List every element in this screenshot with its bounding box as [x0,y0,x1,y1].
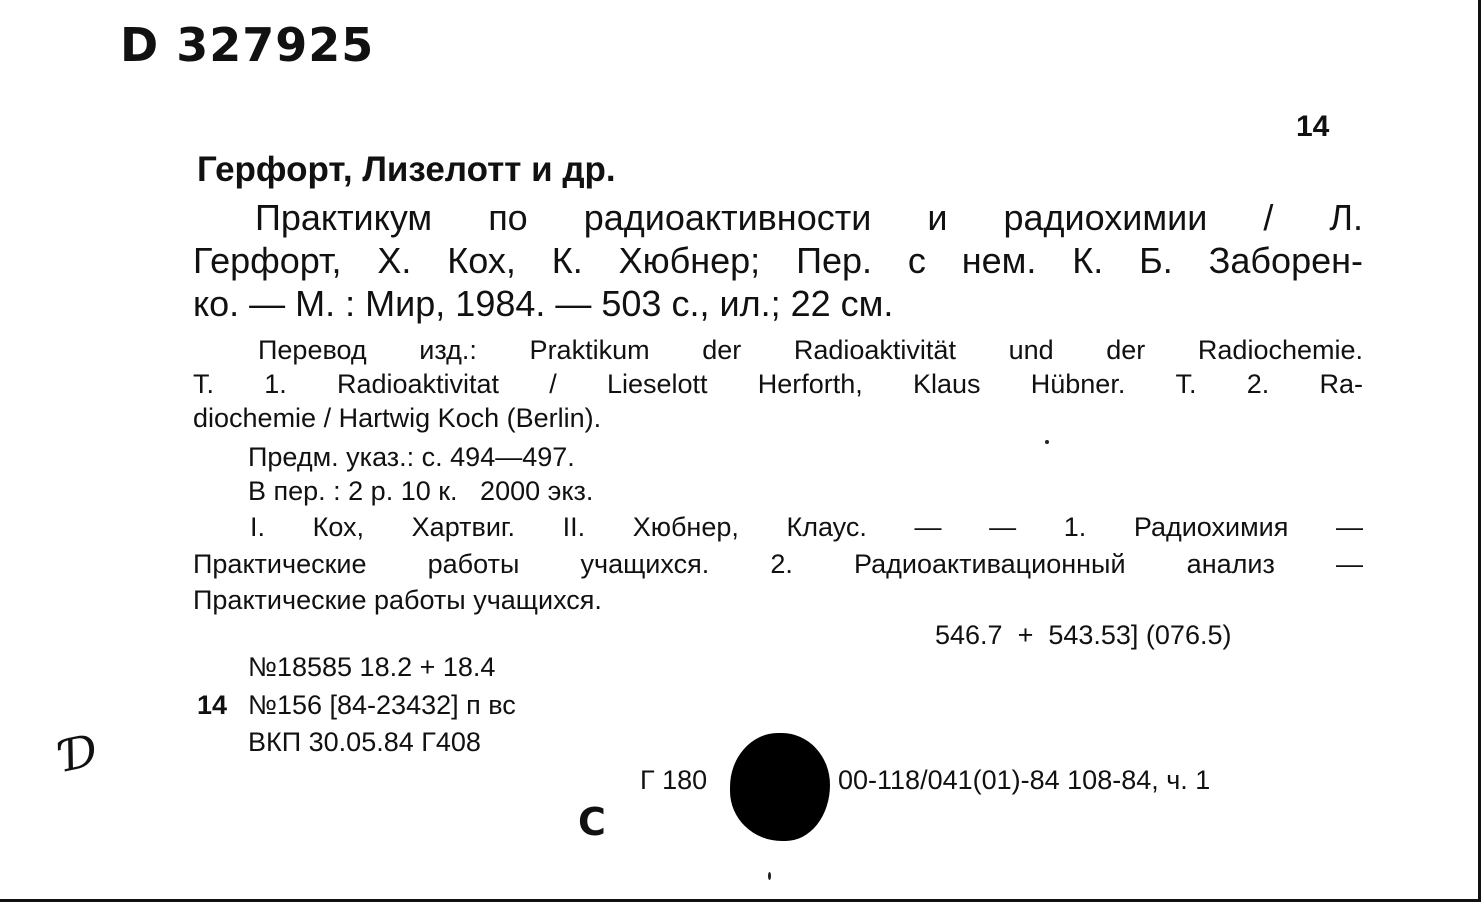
title-line-3: ко. — М. : Мир, 1984. — 503 с., ил.; 22 см. [193,283,894,324]
ink-blot [730,733,830,841]
translation-line-3: diochemie / Hartwig Koch (Berlin). [193,403,602,433]
registration-line-2: №156 [84-23432] п вс [248,690,516,720]
headings-line-1: I. Кох, Хартвиг. II. Хюбнер, Клаус. — — 1. Радиохимия — [250,512,1363,542]
title-line-2: Герфорт, Х. Кох, К. Хюбнер; Пер. с нем. К. Б. Заборен- [193,240,1363,281]
registration-prefix: 14 [197,690,228,720]
title-line-1: Практикум по радиоактивности и радиохимии / Л. [255,197,1363,238]
price-line: В пер. : 2 р. 10 к. 2000 экз. [248,476,594,506]
subject-index: Предм. указ.: с. 494—497. [248,442,575,472]
registration-line-1: №18585 18.2 + 18.4 [248,652,496,682]
index-left: Г 180 [640,765,708,795]
handwritten-mark: Ɗ [57,724,103,783]
registration-line-3: ВКП 30.05.84 Г408 [248,727,481,757]
translation-line-2: Т. 1. Radioaktivitat / Lieselott Herforth, Klaus Hübner. Т. 2. Ra- [193,369,1363,399]
call-number-stamp: D 327925 [120,18,375,72]
translation-line-1: Перевод изд.: Praktikum der Radioaktivität und der Radiochemie. [258,335,1363,365]
classification: 546.7 + 543.53] (076.5) [935,620,1232,650]
ink-dot [1045,440,1049,444]
headings-line-2: Практические работы учащихся. 2. Радиоактивационный анализ — [193,549,1363,579]
bottom-mark: С [578,800,606,844]
corner-number: 14 [1296,110,1330,143]
ink-dot [768,872,771,880]
author-heading: Герфорт, Лизелотт и др. [197,150,616,189]
index-right: 00-118/041(01)-84 108-84, ч. 1 [838,765,1211,795]
headings-line-3: Практические работы учащихся. [193,585,602,615]
